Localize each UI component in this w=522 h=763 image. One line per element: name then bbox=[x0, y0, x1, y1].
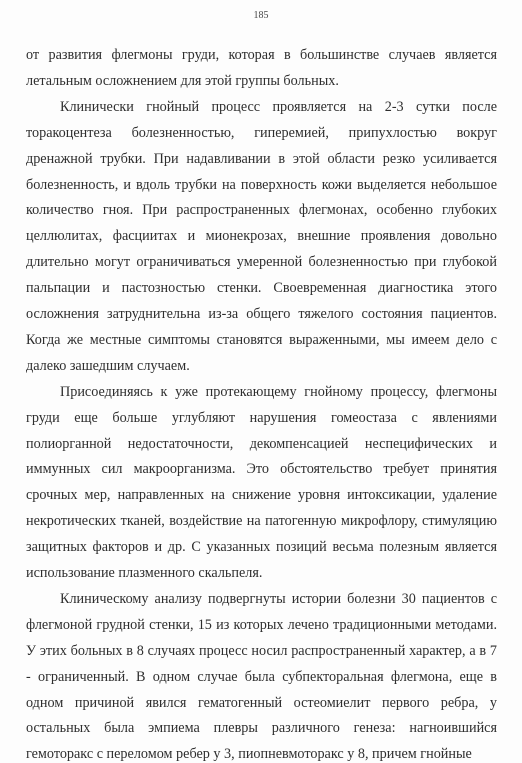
text-line: использование плазменного скальпеля. bbox=[26, 565, 263, 581]
text-line: - ограниченный. В одном случае была субпекторальная флегмона, еще в bbox=[26, 668, 497, 685]
text-line: пальпации и пастозностью стенки. Своевременная диагностика этого bbox=[26, 280, 497, 297]
text-line: длительно могут ограничиваться умеренной болезненностью при глубокой bbox=[26, 254, 497, 271]
page-number: 185 bbox=[253, 10, 269, 21]
text-line: срочных мер, направленных на снижение уровня интоксикации, удаление bbox=[26, 487, 497, 504]
text-line: иммунных сил макроорганизма. Это обстоятельство требует принятия bbox=[26, 461, 497, 478]
text-line: груди еще больше углубляют нарушения гомеостаза с явлениями bbox=[26, 409, 497, 426]
text-line: далеко зашедшим случаем. bbox=[26, 357, 190, 374]
text-line: летальным осложнением для этой группы больных. bbox=[26, 72, 339, 89]
text-line: гемоторакс с переломом ребер у 3, пиопневмоторакс у 8, причем гнойные bbox=[26, 746, 472, 763]
text-line: Клинически гнойный процесс проявляется на 2-3 сутки после bbox=[60, 98, 497, 115]
text-line: Когда же местные симптомы становятся выраженными, мы имеем дело с bbox=[26, 331, 497, 348]
text-line: болезненность, и вдоль трубки на поверхность кожи выделяется небольшое bbox=[26, 176, 497, 193]
text-line: защитных факторов и др. С указанных позиций весьма полезным является bbox=[26, 539, 497, 556]
text-line: Присоединяясь к уже протекающему гнойному процессу, флегмоны bbox=[60, 383, 497, 400]
text-line: Клиническому анализу подвергнуты истории болезни 30 пациентов с bbox=[60, 590, 497, 607]
text-line: от развития флегмоны груди, которая в большинстве случаев является bbox=[26, 47, 497, 63]
text-line: флегмоной грудной стенки, 15 из которых лечено традиционными методами. bbox=[26, 616, 497, 633]
text-line: осложнения затруднительна из-за общего тяжелого состояния пациентов. bbox=[26, 306, 497, 322]
text-line: целлюлитах, фасциитах и мионекрозах, внешние проявления довольно bbox=[26, 228, 497, 245]
text-line: некротических тканей, воздействие на патогенную микрофлору, стимуляцию bbox=[26, 513, 497, 530]
text-line: количество гноя. При распространенных флегмонах, особенно глубоких bbox=[26, 202, 497, 219]
text-line: У этих больных в 8 случаях процесс носил распространенный характер, а в 7 bbox=[26, 642, 497, 659]
text-line: остальных была эмпиема плевры различного генеза: нагноившийся bbox=[26, 720, 497, 737]
text-line: полиорганной недостаточности, декомпенсацией неспецифических и bbox=[26, 435, 497, 452]
text-line: дренажной трубки. При надавливании в этой области резко усиливается bbox=[26, 150, 497, 167]
text-line: торакоцентеза болезненностью, гиперемией, припухлостью вокруг bbox=[26, 124, 497, 141]
text-line: одном причиной явился гематогенный остеомиелит первого ребра, у bbox=[26, 694, 497, 711]
